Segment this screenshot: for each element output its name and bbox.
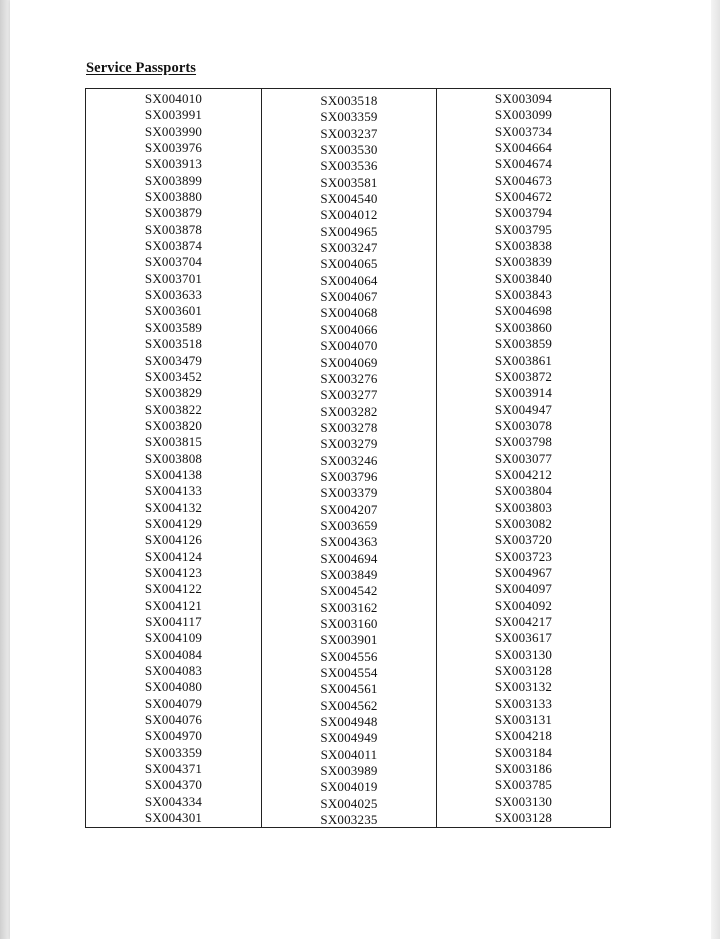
passport-number-cell: SX004010 <box>144 91 203 106</box>
passport-number-cell: SX004133 <box>144 483 203 499</box>
passport-number-cell: SX003899 <box>144 172 203 188</box>
passport-number-cell: SX004126 <box>144 532 203 548</box>
passport-number-cell: SX003796 <box>320 468 378 484</box>
passport-number-cell: SX004562 <box>320 697 378 713</box>
passport-number-cell: SX004363 <box>320 534 378 550</box>
passport-number-cell: SX004070 <box>320 338 378 354</box>
passport-number-cell: SX003914 <box>494 385 553 401</box>
passport-number-cell: SX004967 <box>494 564 553 580</box>
passport-number-cell: SX003133 <box>494 695 553 711</box>
passport-number-cell: SX004948 <box>320 714 378 730</box>
page-shadow-right <box>711 0 720 939</box>
passport-number-cell: SX004083 <box>144 663 203 679</box>
passport-number-cell: SX003160 <box>320 616 378 631</box>
passport-number-cell: SX004664 <box>494 140 553 156</box>
passport-number-cell: SX003723 <box>494 548 553 564</box>
passport-number-cell: SX003131 <box>494 712 553 728</box>
passport-number-cell: SX003379 <box>320 485 378 501</box>
passport-number-cell: SX003838 <box>494 238 553 254</box>
passport-number-cell: SX003785 <box>494 777 553 793</box>
passport-number-cell: SX004084 <box>144 646 203 662</box>
passport-number-cell: SX003839 <box>494 254 553 270</box>
passport-number-cell: SX003991 <box>144 107 203 123</box>
page-title: Service Passports <box>86 60 197 76</box>
passport-number-cell: SX004970 <box>144 728 203 744</box>
passport-number-cell: SX004097 <box>494 581 553 597</box>
passport-number-cell: SX003720 <box>494 532 553 548</box>
passport-number-cell: SX003452 <box>144 368 203 384</box>
passport-number-cell: SX004012 <box>320 207 378 223</box>
passport-number-cell: SX003859 <box>494 336 553 352</box>
passport-number-cell: SX003798 <box>494 434 553 450</box>
passport-number-cell: SX004011 <box>320 746 378 762</box>
passport-number-cell: SX003815 <box>144 434 203 450</box>
passport-number-cell: SX004124 <box>144 548 203 564</box>
passport-number-cell: SX003530 <box>320 142 378 158</box>
passport-number-cell: SX003601 <box>144 303 203 319</box>
passport-number-cell: SX003518 <box>320 93 378 108</box>
passport-number-cell: SX004117 <box>145 614 202 629</box>
page-shadow-left <box>0 0 10 939</box>
passport-number-cell: SX003282 <box>320 403 378 419</box>
passport-number-cell: SX003235 <box>320 812 378 828</box>
passport-number-cell: SX003860 <box>494 319 553 335</box>
passport-number-cell: SX003804 <box>494 483 553 499</box>
passport-number-cell: SX003617 <box>494 630 553 646</box>
passport-number-cell: SX003279 <box>320 436 378 452</box>
passport-number-cell: SX004092 <box>494 597 553 613</box>
passport-number-cell: SX004207 <box>320 501 378 517</box>
passport-number-cell: SX003278 <box>320 419 378 435</box>
passport-number-cell: SX004370 <box>144 777 203 793</box>
passport-number-cell: SX003880 <box>144 189 203 205</box>
passport-number-cell: SX004129 <box>144 515 203 531</box>
passport-number-cell: SX003237 <box>320 125 378 141</box>
passport-number-cell: SX003536 <box>320 158 378 174</box>
passport-number-cell: SX003130 <box>494 793 553 809</box>
passport-number-cell: SX003184 <box>494 744 553 760</box>
passport-number-cell: SX003901 <box>320 632 378 648</box>
passport-number-cell: SX003130 <box>494 646 553 662</box>
passport-number-cell: SX003795 <box>494 221 553 237</box>
passport-number-cell: SX004301 <box>144 810 203 826</box>
passport-number-cell: SX004949 <box>320 730 378 746</box>
passport-number-cell: SX004132 <box>144 499 203 515</box>
passport-number-cell: SX003082 <box>494 515 553 531</box>
passport-number-cell: SX003701 <box>144 270 203 286</box>
passport-number-cell: SX004079 <box>144 695 203 711</box>
passport-number-cell: SX003128 <box>494 663 553 679</box>
passport-number-cell: SX003128 <box>494 810 553 826</box>
passport-number-cell: SX004121 <box>144 597 203 613</box>
passport-number-cell: SX003094 <box>494 91 553 106</box>
passport-number-cell: SX003099 <box>494 107 553 123</box>
passport-number-cell: SX004076 <box>144 712 203 728</box>
passport-number-cell: SX003794 <box>494 205 553 221</box>
passport-number-cell: SX003913 <box>144 156 203 172</box>
passport-number-cell: SX003843 <box>494 287 553 303</box>
passport-number-cell: SX004069 <box>320 354 378 370</box>
passport-number-cell: SX003989 <box>320 763 378 779</box>
passport-number-cell: SX003976 <box>144 140 203 156</box>
passport-number-cell: SX004218 <box>494 728 553 744</box>
passport-number-cell: SX003132 <box>494 679 553 695</box>
passport-number-cell: SX003077 <box>494 450 553 466</box>
passport-number-cell: SX004067 <box>320 289 378 305</box>
passport-number-cell: SX003276 <box>320 370 378 386</box>
passport-number-cell: SX003581 <box>320 174 378 190</box>
passport-number-cell: SX004673 <box>494 172 553 188</box>
passport-number-cell: SX003822 <box>144 401 203 417</box>
passport-number-cell: SX003518 <box>144 336 203 352</box>
passport-number-cell: SX004947 <box>494 401 553 417</box>
passport-number-cell: SX004698 <box>494 303 553 319</box>
passport-number-cell: SX003186 <box>494 761 553 777</box>
passport-number-cell: SX003277 <box>320 387 378 403</box>
passport-number-cell: SX004674 <box>494 156 553 172</box>
passport-number-cell: SX004217 <box>494 614 553 629</box>
passport-number-cell: SX003078 <box>494 417 553 433</box>
passport-number-cell: SX004542 <box>320 583 378 599</box>
passport-number-cell: SX003247 <box>320 240 378 256</box>
passport-number-cell: SX004334 <box>144 793 203 809</box>
passport-number-cell: SX003479 <box>144 352 203 368</box>
passport-number-cell: SX003359 <box>144 744 203 760</box>
passport-number-cell: SX003246 <box>320 452 378 468</box>
passport-number-cell: SX004554 <box>320 665 378 681</box>
passport-number-cell: SX003820 <box>144 417 203 433</box>
table-column-2 <box>262 89 437 827</box>
table-column-3 <box>437 89 610 827</box>
passport-number-cell: SX004068 <box>320 305 378 321</box>
passport-number-cell: SX003840 <box>494 270 553 286</box>
passport-number-cell: SX004019 <box>320 779 378 795</box>
passport-number-cell: SX003808 <box>144 450 203 466</box>
passport-number-cell: SX003872 <box>494 368 553 384</box>
passport-number-cell: SX004123 <box>144 564 203 580</box>
passport-number-cell: SX003849 <box>320 566 378 582</box>
passport-number-cell: SX003861 <box>494 352 553 368</box>
passport-number-cell: SX003734 <box>494 123 553 139</box>
passport-number-cell: SX004025 <box>320 795 378 811</box>
passport-number-cell: SX003878 <box>144 221 203 237</box>
passport-number-cell: SX003803 <box>494 499 553 515</box>
passport-number-cell: SX004064 <box>320 272 378 288</box>
passport-number-cell: SX004965 <box>320 223 378 239</box>
passport-number-cell: SX004212 <box>494 466 553 482</box>
passport-number-cell: SX003990 <box>144 123 203 139</box>
passport-number-cell: SX003359 <box>320 109 378 125</box>
passport-number-cell: SX003162 <box>320 599 378 615</box>
passport-number-cell: SX004540 <box>320 191 378 207</box>
passport-number-cell: SX003589 <box>144 319 203 335</box>
passport-number-cell: SX004138 <box>144 466 203 482</box>
passport-number-cell: SX004561 <box>320 681 378 697</box>
passport-number-cell: SX004694 <box>320 550 378 566</box>
passport-number-cell: SX004065 <box>320 256 378 272</box>
passport-number-cell: SX003633 <box>144 287 203 303</box>
passport-table <box>85 88 611 828</box>
passport-number-cell: SX003879 <box>144 205 203 221</box>
passport-number-cell: SX003874 <box>144 238 203 254</box>
passport-number-cell: SX004556 <box>320 648 378 664</box>
table-column-1 <box>86 89 262 827</box>
passport-number-cell: SX004066 <box>320 321 378 337</box>
passport-number-cell: SX004371 <box>144 761 203 777</box>
passport-number-cell: SX004122 <box>144 581 203 597</box>
passport-number-cell: SX003704 <box>144 254 203 270</box>
passport-number-cell: SX004080 <box>144 679 203 695</box>
passport-number-cell: SX004672 <box>494 189 553 205</box>
passport-number-cell: SX003659 <box>320 517 378 533</box>
passport-number-cell: SX003829 <box>144 385 203 401</box>
passport-number-cell: SX004109 <box>144 630 203 646</box>
